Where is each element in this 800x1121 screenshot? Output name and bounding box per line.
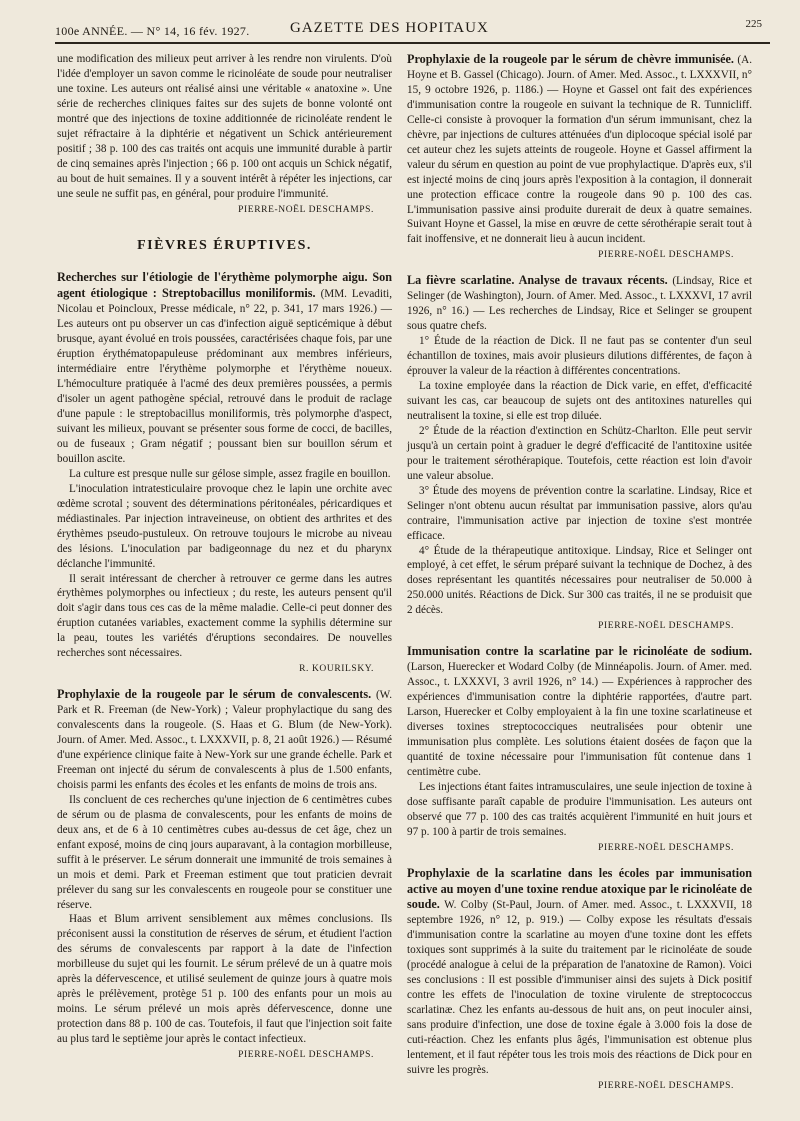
article-body: W. Colby (St-Paul, Journ. of Amer. med. Assoc., t. LXXXVII, 18 septembre 1926, n° 12, p. 919.) — Colby expose les résultats d'essais d'immunisation contre la scarlatine au moyen d'une toxine dont les effets toxiques sont supprimés à la suite du traitement par le ricinoléate de soude (procédé analogue à celui de la préparation de l'anatoxine de Ramon). Voici ses conclusions : Il est possible d'immuniser ainsi des sujets à Dick positif contre les effets de l'inoculation de toxine virulente de streptococcus scarlatinæ. Chez les enfants au-dessous de huit ans, on peut inoculer ainsi, sans produire d'infection, une dose de toxine égale à 3.000 fois la dose de cuti-réaction. Chez les enfants plus âgés, l'immunisation est obtenue plus lentement, et il faut répéter tous les trois mois des réactions de Dick pour en suivre les progrès.: [407, 899, 752, 1076]
article-title: Prophylaxie de la rougeole par le sérum de chèvre immunisée.: [407, 52, 734, 66]
article-body: (W. Park et R. Freeman (de New-York) ; Valeur prophylactique du sang des convalescents dans la rougeole. (S. Haas et G. Blum (de New-York). Journ. of Amer. Med. Assoc., t. LXXXVII, p. 8, 21 août 1926.) — Résumé d'une expérience clinique faite à New-York sur une grande échelle. Park et Freeman ont injecté du sérum de convalescents à plus de 1.500 enfants, choisis parmi les enfants des écoles et les enfants de moins de trois ans.: [57, 689, 393, 791]
intro-article: [57, 52, 392, 217]
article-paragraph: 3° Étude des moyens de prévention contre la scarlatine. Lindsay, Rice et Selinger n'ont obtenu aucun résultat par immunisation passive, alors qu'au contraire, l'immunisation active par injection de toxine s'est montrée efficace.: [407, 484, 752, 542]
issue-info: 100e ANNÉE. — N° 14, 16 fév. 1927.: [55, 24, 250, 38]
article-title: Immunisation contre la scarlatine par le ricinoléate de sodium.: [407, 644, 752, 659]
article-signature: PIERRE-NOËL DESCHAMPS.: [598, 842, 734, 853]
section-heading: FIÈVRES ÉRUPTIVES.: [137, 238, 312, 254]
article-signature: PIERRE-NOËL DESCHAMPS.: [598, 621, 734, 632]
article-paragraph: 1° Étude de la réaction de Dick. Il ne faut pas se contenter d'un seul échantillon de toxines, mais avoir plusieurs dilutions différentes, de façon à éprouver la valeur de la réaction à différentes concentrations.: [407, 335, 752, 378]
article-paragraph: Ils concluent de ces recherches qu'une injection de 6 centimètres cubes de sérum ou de plasma de convalescents, pour les enfants de moins de deux ans, et de 6 à 10 centimètres cubes au-dessus de cet âge, chez un enfant exposé, moins de cinq jours auparavant, à la contagion morbilleuse, suffit à le préserver. Le sérum donnerait une immunité de trois semaines à un mois et demi. Park et Freeman estiment que tout praticien devrait prélever du sang sur les convalescents en rougeole pour se constituer une réserve.: [57, 793, 392, 911]
article-paragraph: Haas et Blum arrivent sensiblement aux mêmes conclusions. Ils préconisent aussi la constitution de réserves de sérum, et étudient l'action des sérums de convalescents par rapport à la date de l'infection morbilleuse du sujet qui les fournit. Le sérum prélevé de un à quatre mois après la défervescence, et utilisé seulement de quinze jours à quatre mois après le prélèvement, protège 51 p. 100 des enfants pour un mois au moins. Le sérum prélevé un mois après défervescence, donne une protection dans 88 p. 100 de cas. Toutefois, il faut que l'injection soit faite au plus tard le septième jour après le contact infectieux.: [57, 913, 392, 1046]
article-ecoles: [407, 866, 752, 1094]
left-column: [57, 52, 392, 1073]
article-body: (Lindsay, Rice et Selinger (de Washington), Journ. of Amer. Med. Assoc., t. LXXXVI, 17 avril 1926, n° 16.) — Les recherches de Lindsay, Rice et Selinger se groupent sous quatre chefs.: [407, 275, 753, 333]
article-paragraph: Les injections étant faites intramusculaires, une seule injection de toxine à dose suffisante paraît capable de produire l'immunisation. Les auteurs ont observé que 77 p. 100 des cas traités acquièrent l'immunité en huit jours et 97 p. 100 à partir de trois semaines.: [407, 780, 752, 838]
article-paragraph: La culture est presque nulle sur gélose simple, assez fragile en bouillon.: [69, 467, 391, 480]
intro-signature: PIERRE-NOËL DESCHAMPS.: [238, 204, 374, 215]
article-signature: R. KOURILSKY.: [299, 664, 374, 675]
article-paragraph: L'inoculation intratesticulaire provoque chez le lapin une orchite avec œdème scrotal ; souvent des déterminations péritonéales, péricardiques et médiastinales. Par injection intraveineuse, on obtient des arthrites et des érythèmes pseudo-pustuleux. On retrouve toujours le microbe au niveau des lésions. L'inoculation par badigeonnage du nez et du pharynx déclanche l'immunité.: [57, 482, 392, 570]
article-ricinoleate: [407, 644, 752, 855]
journal-title: GAZETTE DES HOPITAUX: [290, 20, 489, 36]
article-paragraph: Il serait intéressant de chercher à retrouver ce germe dans les autres érythèmes polymorphes ou infectieux ; du reste, les auteurs pensent qu'il doit s'agir dans tous ces cas de la même maladie. Celle-ci peut donner des éruption cutanées variables, exactement comme la syphilis détermine sur la peau, toutes les variétés d'éruptions secondaires. De nouvelles recherches sont nécessaires.: [57, 572, 392, 660]
article-paragraph: 2° Étude de la réaction d'extinction en Schütz-Charlton. Elle peut servir jusqu'à un certain point à graduer le degré d'efficacité de l'antitoxine usitée pour le traitement sérothérapique. Toutefois, cette réaction est loin d'avoir une valeur absolue.: [407, 424, 752, 482]
header-rule: [55, 42, 770, 44]
article-title: La fièvre scarlatine. Analyse de travaux récents.: [407, 273, 668, 288]
article-body: (A. Hoyne et B. Gassel (Chicago). Journ. of Amer. Med. Assoc., t. LXXXVII, n° 15, 9 octobre 1926, p. 1186.) — Hoyne et Gassel ont fait des expériences d'immunisation contre la rougeole en suivant la technique de R. Tunnicliff. Celle-ci consiste à provoquer la formation d'un sérum immunisant, chez la chèvre, par injections de cultures atténuées d'un diplocoque spécial isolé par cet auteur chez les sujets atteints de rougeole. Hoyne et Gassel affirment la valeur du sérum en question au point de vue prophylactique. D'après eux, s'il est injecté moins de cinq jours après l'exposition à la contagion, il donnerait une protection efficace contre la rougeole dans 90 p. 100 des cas. L'immunisation passive ainsi produite durerait de deux à quatre semaines. Suivant Hoyne et Gassel, la mise en œuvre de cette sérothérapie serait tout à fait inoffensive, et ne donnerait lieu à aucun incident.: [407, 54, 752, 246]
article-rougeole-serum: [57, 687, 392, 1063]
article-paragraph: La toxine employée dans la réaction de Dick varie, en effet, d'efficacité suivant les cas, car beaucoup de sujets ont des antitoxines naturelles qui neutralisent la toxine, si elle est trop diluée.: [407, 380, 752, 422]
article-signature: PIERRE-NOËL DESCHAMPS.: [238, 1050, 374, 1061]
intro-text: une modification des milieux peut arriver à les rendre non virulents. D'où l'idée d'employer un savon comme le ricinoléate de soude pour neutraliser une toxine. Les auteurs ont réalisé ainsi une véritable « anatoxine ». Une série de recherches cliniques faites sur des sujets de bonne volonté ont montré que des injections de toxine additionnée de ricinoléate rendent le sujet réfractaire à la diphtérie et négativent un Schick antérieurement positif ; 38 p. 100 des cas traités ont acquis une immunité durable à partir de cinq semaines après l'injection ; 66 p. 100 ont acquis un Schick négatif, au bout de huit semaines. Il y a souvent intérêt à répéter les injections, car une seule ne suffit pas, en général, pour produire l'immunité.: [57, 53, 392, 200]
article-signature: PIERRE-NOËL DESCHAMPS.: [598, 250, 734, 261]
article-chevre: [407, 52, 752, 263]
article-paragraph: 4° Étude de la thérapeutique antitoxique. Lindsay, Rice et Selinger ont employé, à cet effet, le sérum préparé suivant la technique de Dochez, à des doses représentant les quantités nécessaires pour neutraliser de 50.000 à 250.000 unités. Réactions de Dick. Sur 300 cas traités, il ne se produisit que 2 décès.: [407, 544, 752, 617]
article-title: Recherches sur l'étiologie de l'érythème polymorphe aigu. Son agent étiologique : Streptobacillus moniliformis.: [57, 270, 392, 301]
right-column: [407, 52, 752, 1104]
article-body: (MM. Levaditi, Nicolau et Poincloux, Presse médicale, n° 22, p. 341, 17 mars 1926.) — Les auteurs ont pu observer un cas d'infection aiguë septicémique à début brusque, ayant évolué en trois poussées, caractérisées chaque fois, par une éruption érythématopapuleuse prédominant aux membres inférieurs, intermédiaire entre l'érythème polymorphe et l'érythème noueux. L'hémoculture pratiquée à l'acmé des deux premières poussées, a permis d'isoler un agent pathogène spécial, retrouvé dans le produit de raclage d'une papule : le streptobacillus moniliformis, très polymorphe d'aspect, suivant les milieux, pouvant se présenter sous forme de cocci, de bacilles, ou de fuseaux ; Gram négatif ; poussant bien sur bouillon sérum et bouillon ascite.: [57, 288, 393, 465]
article-signature: PIERRE-NOËL DESCHAMPS.: [598, 1080, 734, 1091]
article-body: (Larson, Huerecker et Wodard Colby (de Minnéapolis. Journ. of Amer. med. Assoc., t. LXXXVI, 3 avril 1926, n° 14.) — Expériences à rapprocher des expériences d'immunisation contre la diphtérie rapportées, d'autre part. Larson, Huerecker et Colby employaient à la fin une toxine scarlatineuse et diverses toxines streptococciques neutralisées pour obtenir une immunisation plus complète. Les solutions étaient dosées de façon que la quantité de toxine nécessaire pour l'immunisation fût contenue dans 1 centimètre cube.: [407, 661, 752, 778]
article-erytheme: [57, 270, 392, 677]
article-title: Prophylaxie de la scarlatine dans les écoles par immunisation active au moyen d'une toxine rendue atoxique par le ricinoléate de soude.: [407, 865, 752, 912]
article-scarlatine-analyse: [407, 273, 752, 634]
article-title: Prophylaxie de la rougeole par le sérum de convalescents.: [57, 687, 372, 702]
page-number: 225: [745, 18, 762, 30]
